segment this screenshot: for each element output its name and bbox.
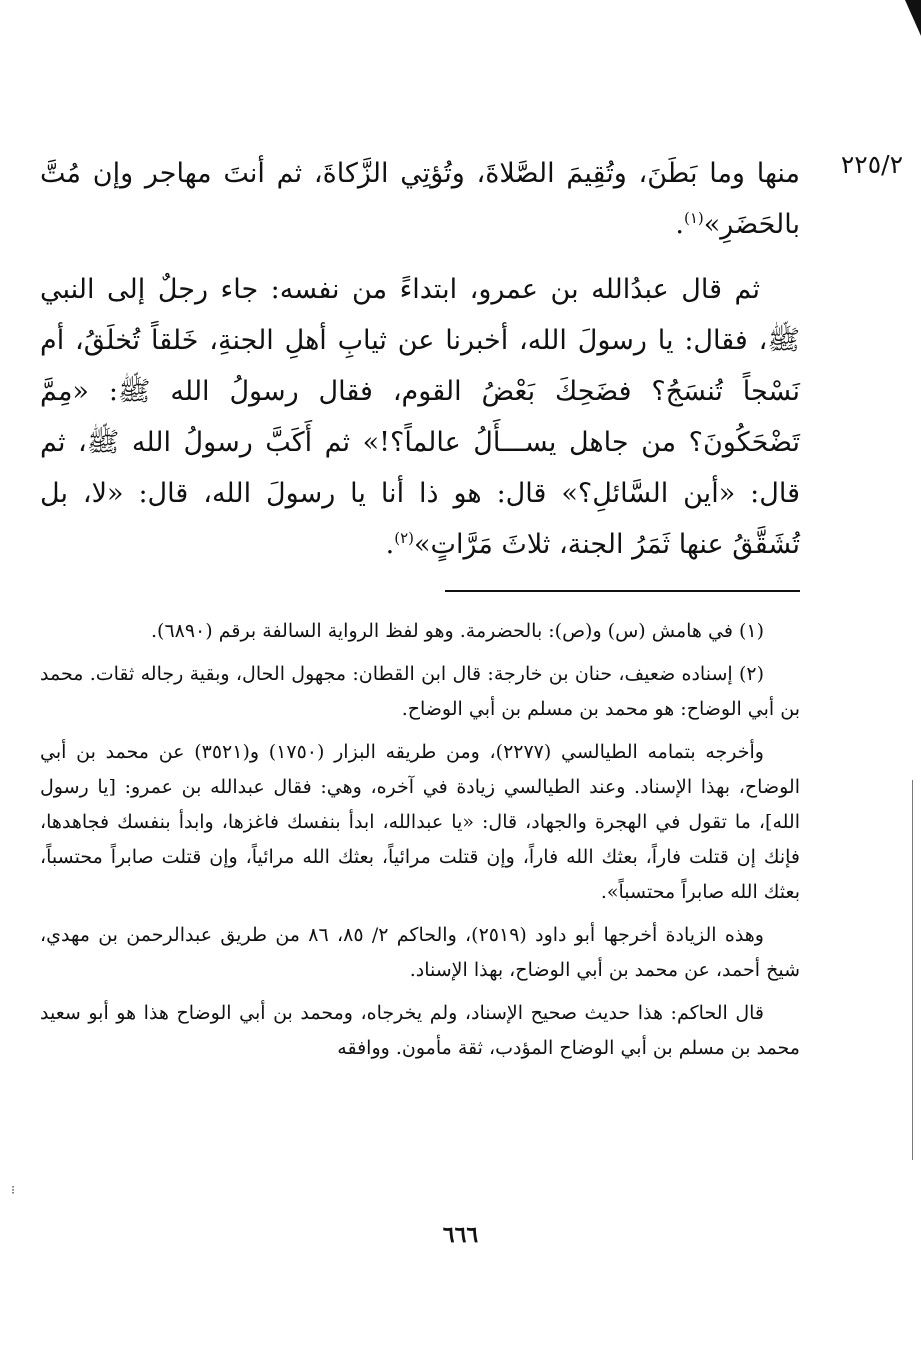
corner-mark <box>905 0 921 36</box>
footnote-ref-2: (٢) <box>394 529 415 547</box>
footnote-2-continued-1: وأخرجه بتمامه الطيالسي (٢٢٧٧)، ومن طريقه البزار (١٧٥٠) و(٣٥٢١) عن محمد بن أبي الوضاح، بهذا الإسناد. وعند الطيالسي زيادة في آخره، وهي: فقال عبدالله بن عمرو: [يا رسول الله]، ما تقول في الهجرة والجهاد، قال: «يا عبدالله، ابدأ بنفسك فاغزها، وابدأ بنفسك فجاهدها، فإنك إن قتلت فاراً، بعثك الله فاراً، وإن قتلت مرائياً، بعثك الله مرائياً، وإن قتلت صابراً محتسباً، بعثك الله صابراً محتسباً». <box>40 741 800 903</box>
page-body <box>40 148 800 1074</box>
sentence-end-1: . <box>675 209 684 240</box>
footnote-separator <box>445 590 800 592</box>
footnote-ref-1: (١) <box>683 209 704 227</box>
footnotes <box>40 614 800 1066</box>
margin-dots: ⁝ <box>11 1183 15 1197</box>
reference-number: ٢٢٥/٢ <box>840 150 903 179</box>
main-paragraph-1 <box>40 148 800 250</box>
sentence-end-2: . <box>385 529 395 560</box>
main-paragraph-2-text: ثم قال عبدُالله بن عمرو، ابتداءً من نفسه: جاء رجلٌ إلى النبي ﷺ، فقال: يا رسولَ الله، أخبرنا عن ثيابِ أهلِ الجنةِ، خَلقاً تُخلَقُ، أم نَسْجاً تُنسَجُ؟ فضَحِكَ بَعْضُ القوم، فقال رسولُ الله ﷺ: «مِمَّ تَضْحَكُونَ؟ من جاهل يســـأَلُ عالماً؟!» ثم أَكَبَّ رسولُ الله ﷺ، ثم قال: «أين السَّائلِ؟» قال: هو ذا أنا يا رسولَ الله، قال: «لا، بل تُشَقَّقُ عنها ثَمَرُ الجنة، ثلاثَ مَرَّاتٍ» <box>40 274 800 560</box>
main-text <box>40 148 800 570</box>
main-paragraph-1-text: منها وما بَطَنَ، وتُقِيمَ الصَّلاةَ، وتُؤتِي الزَّكاةَ، ثم أنتَ مهاجر وإن مُتَّ بالحَضَرِ» <box>40 158 800 240</box>
footnote-1: (١) في هامش (س) و(ص): بالحضرمة. وهو لفظ الرواية السالفة برقم (٦٨٩٠). <box>150 620 764 642</box>
page-number: ٦٦٦ <box>442 1222 479 1248</box>
footnote-2-continued-3: قال الحاكم: هذا حديث صحيح الإسناد، ولم يخرجاه، ومحمد بن أبي الوضاح هذا هو أبو سعيد محمد بن مسلم بن أبي الوضاح المؤدب، ثقة مأمون. ووافقه <box>40 1002 800 1059</box>
footnote-2: (٢) إسناده ضعيف، حنان بن خارجة: قال ابن القطان: مجهول الحال، وبقية رجاله ثقات. محمد بن أبي الوضاح: هو محمد بن مسلم بن أبي الوضاح. <box>40 663 800 720</box>
margin-rule <box>912 780 913 1160</box>
main-paragraph-2 <box>40 264 800 570</box>
footnote-2-continued-2: وهذه الزيادة أخرجها أبو داود (٢٥١٩)، والحاكم ٢/ ٨٥، ٨٦ من طريق عبدالرحمن بن مهدي، شيخ أحمد، عن محمد بن أبي الوضاح، بهذا الإسناد. <box>40 924 800 981</box>
